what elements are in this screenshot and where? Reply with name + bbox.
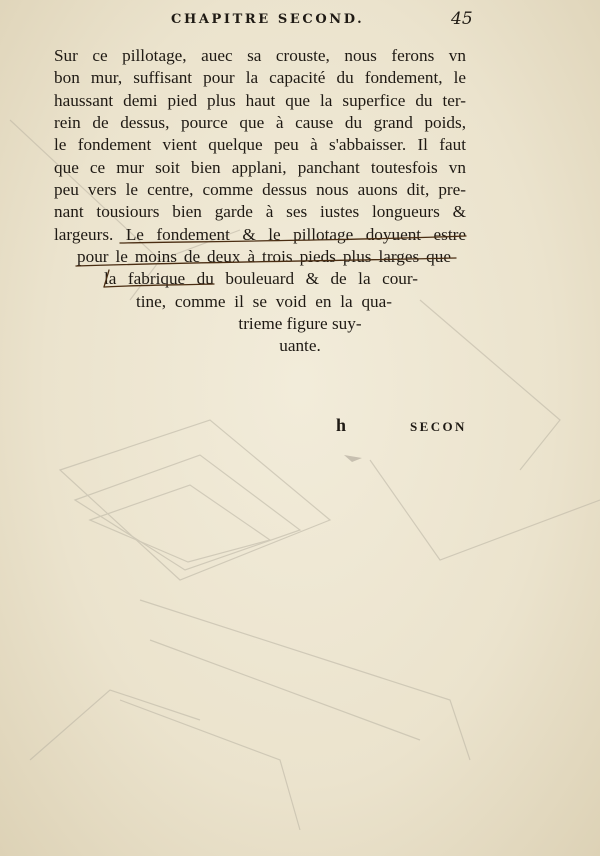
- text-line: tine, comme il se void en la qua-: [136, 292, 392, 311]
- text-line: Sur ce pillotage, auec sa crouste, nous ferons vn: [54, 46, 466, 65]
- signature-mark: h: [336, 415, 347, 435]
- running-head: CHAPITRE SECOND.: [171, 12, 365, 27]
- text-line: largeurs. Le fondement & le pillotage doyuent estre: [54, 225, 466, 244]
- text-line: trieme figure suy-: [238, 314, 362, 333]
- text-line: uante.: [279, 336, 321, 355]
- text-line: le fondement vient quelque peu à s'abbaisser. Il faut: [54, 135, 466, 154]
- text-line: que ce mur soit bien applani, panchant toutesfois vn: [54, 158, 466, 177]
- catchword: SECON: [410, 419, 467, 434]
- text-line: pour le moins de deux à trois pieds plus larges que: [77, 247, 451, 266]
- text-line: rein de dessus, pource que à cause du grand poids,: [54, 113, 466, 132]
- text-line: peu vers le centre, comme dessus nous auons dit, pre-: [54, 180, 466, 199]
- text-line: bon mur, suffisant pour la capacité du fondement, le: [54, 68, 466, 87]
- running-header: [0, 9, 600, 34]
- text-line: nant tousiours bien garde à ses iustes longueurs &: [54, 202, 466, 221]
- page-number: 45: [451, 9, 473, 29]
- text-line: haussant demi pied plus haut que la superfice du ter-: [54, 91, 466, 110]
- text-line: la fabrique du bouleuard & de la cour-: [104, 269, 418, 288]
